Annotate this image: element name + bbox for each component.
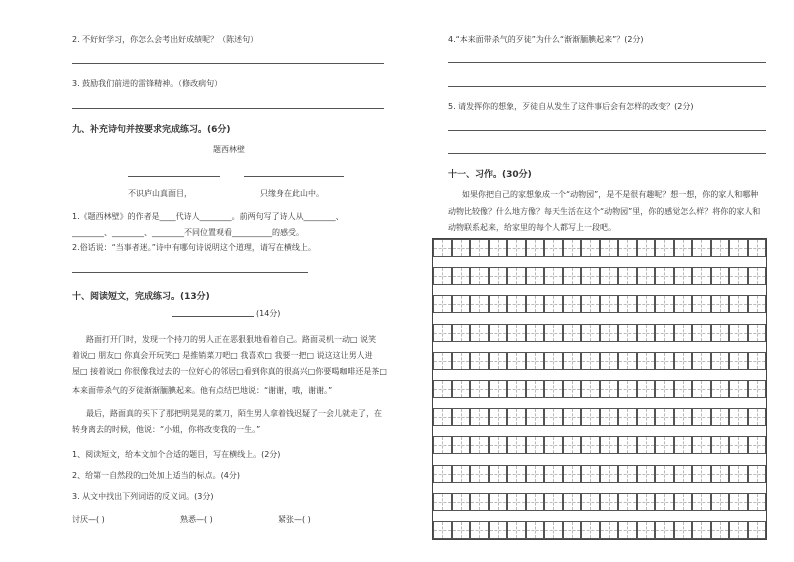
title-blank[interactable]	[172, 316, 254, 317]
grid-cell[interactable]	[637, 324, 656, 342]
question-4: 4.“本来面带杀气的歹徒”为什么“渐渐腼腆起来”？(2分)	[448, 35, 644, 44]
grid-cell[interactable]	[470, 465, 489, 483]
grid-cell[interactable]	[470, 408, 489, 426]
grid-cell[interactable]	[748, 408, 767, 426]
grid-cell[interactable]	[544, 267, 563, 285]
grid-cell[interactable]	[618, 267, 637, 285]
section-9-question-1a: 1.《题西林壁》的作者是____代诗人________。前两句写了诗人从________、	[72, 212, 344, 221]
grid-cell[interactable]	[544, 521, 563, 539]
grid-cell[interactable]	[489, 521, 508, 539]
grid-cell[interactable]	[637, 436, 656, 454]
grid-cell[interactable]	[692, 380, 711, 398]
grid-cell[interactable]	[507, 267, 526, 285]
reading-question-1: 1、阅读短文，给本文加个合适的题目，写在横线上。(2分)	[72, 450, 281, 459]
grid-cell[interactable]	[711, 465, 730, 483]
grid-cell[interactable]	[489, 493, 508, 511]
grid-cell[interactable]	[452, 380, 471, 398]
grid-cell[interactable]	[489, 408, 508, 426]
grid-cell[interactable]	[729, 267, 748, 285]
grid-cell[interactable]	[748, 380, 767, 398]
grid-cell[interactable]	[748, 352, 767, 370]
grid-cell[interactable]	[729, 295, 748, 313]
grid-cell[interactable]	[711, 493, 730, 511]
grid-cell[interactable]	[655, 239, 674, 257]
grid-cell[interactable]	[526, 295, 545, 313]
grid-cell[interactable]	[729, 465, 748, 483]
grid-cell[interactable]	[563, 493, 582, 511]
grid-cell[interactable]	[748, 239, 767, 257]
reading-score: (14分)	[256, 309, 281, 318]
grid-cell[interactable]	[581, 521, 600, 539]
grid-cell[interactable]	[600, 295, 619, 313]
grid-cell[interactable]	[655, 380, 674, 398]
grid-cell[interactable]	[563, 267, 582, 285]
grid-cell[interactable]	[507, 493, 526, 511]
grid-cell[interactable]	[692, 267, 711, 285]
grid-cell[interactable]	[452, 324, 471, 342]
grid-cell[interactable]	[600, 324, 619, 342]
grid-cell[interactable]	[748, 295, 767, 313]
grid-cell[interactable]	[452, 239, 471, 257]
grid-cell[interactable]	[563, 324, 582, 342]
grid-cell[interactable]	[470, 380, 489, 398]
grid-cell[interactable]	[433, 295, 452, 313]
grid-cell[interactable]	[452, 267, 471, 285]
section-9-title: 九、补充诗句并按要求完成练习。(6分)	[72, 125, 231, 135]
grid-cell[interactable]	[433, 380, 452, 398]
grid-cell[interactable]	[526, 352, 545, 370]
grid-cell[interactable]	[655, 493, 674, 511]
grid-cell[interactable]	[711, 295, 730, 313]
grid-cell[interactable]	[637, 267, 656, 285]
grid-cell[interactable]	[433, 436, 452, 454]
grid-cell[interactable]	[507, 324, 526, 342]
antonym-item-2[interactable]: 熟悉—( )	[180, 515, 213, 524]
grid-cell[interactable]	[748, 324, 767, 342]
grid-cell[interactable]	[618, 352, 637, 370]
grid-cell[interactable]	[470, 324, 489, 342]
grid-cell[interactable]	[729, 352, 748, 370]
grid-cell[interactable]	[544, 352, 563, 370]
grid-cell[interactable]	[655, 267, 674, 285]
grid-cell[interactable]	[711, 380, 730, 398]
section-9-question-1b: ________、________、________不同位置观看__________的感受。	[72, 228, 304, 237]
grid-cell[interactable]	[674, 380, 693, 398]
grid-cell[interactable]	[581, 267, 600, 285]
grid-cell[interactable]	[489, 324, 508, 342]
grid-cell[interactable]	[674, 408, 693, 426]
writing-prompt-line-3: 动物联系起来，给家里的每个人都写上一段吧。	[448, 223, 616, 232]
grid-cell[interactable]	[729, 408, 748, 426]
composition-grid[interactable]	[432, 238, 767, 540]
grid-cell[interactable]	[507, 352, 526, 370]
grid-cell[interactable]	[655, 465, 674, 483]
grid-cell[interactable]	[674, 324, 693, 342]
grid-cell[interactable]	[692, 239, 711, 257]
grid-cell[interactable]	[526, 521, 545, 539]
grid-cell[interactable]	[674, 465, 693, 483]
grid-cell[interactable]	[526, 465, 545, 483]
grid-cell[interactable]	[692, 408, 711, 426]
grid-cell[interactable]	[489, 267, 508, 285]
grid-cell[interactable]	[581, 493, 600, 511]
grid-cell[interactable]	[711, 352, 730, 370]
grid-cell[interactable]	[600, 493, 619, 511]
reading-paragraph-2-line-1: 最后，路面真的买下了那把明晃晃的菜刀，陌生男人拿着钱迟疑了一会儿就走了，在	[86, 409, 382, 418]
grid-cell[interactable]	[507, 239, 526, 257]
reading-paragraph-1-line-1: 路面打开门时，发现一个持刀的男人正在恶狠狠地看着自己。路面灵机一动□ 说笑	[86, 335, 377, 344]
grid-cell[interactable]	[470, 521, 489, 539]
grid-cell[interactable]	[544, 493, 563, 511]
grid-cell[interactable]	[729, 324, 748, 342]
grid-cell[interactable]	[748, 493, 767, 511]
grid-cell[interactable]	[618, 465, 637, 483]
grid-cell[interactable]	[507, 408, 526, 426]
grid-cell[interactable]	[711, 408, 730, 426]
grid-cell[interactable]	[470, 267, 489, 285]
poem-title: 题西林壁	[213, 145, 245, 154]
grid-cell[interactable]	[581, 324, 600, 342]
grid-cell[interactable]	[674, 436, 693, 454]
grid-cell[interactable]	[711, 521, 730, 539]
grid-cell[interactable]	[729, 493, 748, 511]
grid-cell[interactable]	[526, 267, 545, 285]
grid-cell[interactable]	[526, 436, 545, 454]
grid-cell[interactable]	[433, 493, 452, 511]
grid-cell[interactable]	[507, 521, 526, 539]
grid-cell[interactable]	[637, 408, 656, 426]
writing-prompt-line-2: 动物比较像？什么地方像？每天生活在这个“动物园”里，你的感觉怎么样？将你的家人和	[448, 207, 761, 216]
grid-cell[interactable]	[729, 521, 748, 539]
grid-cell[interactable]	[655, 408, 674, 426]
grid-cell[interactable]	[600, 352, 619, 370]
grid-cell[interactable]	[692, 436, 711, 454]
grid-cell[interactable]	[674, 493, 693, 511]
grid-cell[interactable]	[692, 521, 711, 539]
grid-cell[interactable]	[618, 380, 637, 398]
grid-cell[interactable]	[581, 239, 600, 257]
grid-cell[interactable]	[600, 465, 619, 483]
grid-cell[interactable]	[655, 352, 674, 370]
grid-cell[interactable]	[692, 324, 711, 342]
grid-cell[interactable]	[452, 493, 471, 511]
grid-cell[interactable]	[470, 352, 489, 370]
grid-cell[interactable]	[637, 295, 656, 313]
grid-cell[interactable]	[433, 239, 452, 257]
grid-cell[interactable]	[674, 267, 693, 285]
grid-cell[interactable]	[581, 352, 600, 370]
grid-cell[interactable]	[544, 380, 563, 398]
grid-cell[interactable]	[600, 521, 619, 539]
grid-cell[interactable]	[433, 408, 452, 426]
grid-cell[interactable]	[692, 352, 711, 370]
grid-cell[interactable]	[600, 239, 619, 257]
grid-cell[interactable]	[637, 380, 656, 398]
grid-cell[interactable]	[563, 239, 582, 257]
grid-cell[interactable]	[433, 465, 452, 483]
grid-cell[interactable]	[507, 465, 526, 483]
writing-prompt-line-1: 如果你把自己的家想象成一个“动物园”，是不是很有趣呢？想一想，你的家人和哪种	[462, 190, 759, 199]
grid-cell[interactable]	[563, 352, 582, 370]
grid-cell[interactable]	[526, 324, 545, 342]
grid-cell[interactable]	[433, 521, 452, 539]
grid-cell[interactable]	[563, 380, 582, 398]
grid-cell[interactable]	[711, 324, 730, 342]
grid-cell[interactable]	[692, 465, 711, 483]
grid-cell[interactable]	[526, 239, 545, 257]
grid-cell[interactable]	[507, 436, 526, 454]
grid-cell[interactable]	[600, 380, 619, 398]
grid-cell[interactable]	[674, 521, 693, 539]
grid-cell[interactable]	[470, 239, 489, 257]
grid-cell[interactable]	[618, 295, 637, 313]
grid-cell[interactable]	[452, 352, 471, 370]
reading-paragraph-1-line-2: 着说□ 朋友□ 你真会开玩笑□ 是推销菜刀吧□ 我喜欢□ 我要一把□ 说这这让男人进	[72, 351, 373, 360]
grid-cell[interactable]	[618, 521, 637, 539]
grid-cell[interactable]	[748, 465, 767, 483]
grid-cell[interactable]	[618, 408, 637, 426]
grid-cell[interactable]	[618, 324, 637, 342]
grid-cell[interactable]	[489, 465, 508, 483]
grid-cell[interactable]	[563, 408, 582, 426]
poem-line-2-blank[interactable]	[244, 176, 344, 177]
grid-cell[interactable]	[655, 436, 674, 454]
grid-cell[interactable]	[452, 521, 471, 539]
grid-cell[interactable]	[637, 521, 656, 539]
answer-line[interactable]	[448, 62, 766, 63]
grid-cell[interactable]	[544, 324, 563, 342]
grid-cell[interactable]	[563, 465, 582, 483]
grid-cell[interactable]	[581, 436, 600, 454]
grid-cell[interactable]	[489, 295, 508, 313]
grid-cell[interactable]	[544, 295, 563, 313]
answer-line[interactable]	[72, 108, 384, 109]
grid-cell[interactable]	[489, 380, 508, 398]
grid-cell[interactable]	[600, 436, 619, 454]
antonym-item-1[interactable]: 讨厌—( )	[72, 515, 105, 524]
grid-cell[interactable]	[711, 239, 730, 257]
grid-cell[interactable]	[581, 465, 600, 483]
grid-cell[interactable]	[563, 295, 582, 313]
grid-cell[interactable]	[526, 408, 545, 426]
grid-cell[interactable]	[637, 239, 656, 257]
grid-cell[interactable]	[544, 436, 563, 454]
section-11-title: 十一、习作。(30分)	[448, 170, 532, 180]
grid-cell[interactable]	[581, 380, 600, 398]
grid-cell[interactable]	[489, 239, 508, 257]
question-3-fix-sentence: 3. 鼓励我们前进的雷锋精神。（修改病句）	[72, 79, 223, 88]
grid-cell[interactable]	[470, 436, 489, 454]
answer-line[interactable]	[72, 272, 308, 273]
grid-cell[interactable]	[526, 493, 545, 511]
reading-question-3: 3. 从文中找出下列词语的反义词。(3分)	[72, 492, 214, 501]
antonym-item-3[interactable]: 紧张—( )	[278, 515, 311, 524]
question-5: 5. 请发挥你的想象，歹徒自从发生了这件事后会有怎样的改变？(2分)	[448, 102, 694, 111]
grid-cell[interactable]	[711, 267, 730, 285]
grid-cell[interactable]	[507, 380, 526, 398]
grid-cell[interactable]	[452, 465, 471, 483]
reading-paragraph-1-line-4: 本来面带杀气的歹徒渐渐腼腆起来。他有点结巴地说：“谢谢，哦，谢谢。”	[72, 386, 333, 395]
grid-cell[interactable]	[637, 493, 656, 511]
question-2-rewrite: 2. 不好好学习，你怎么会考出好成绩呢？（陈述句）	[72, 35, 259, 44]
grid-cell[interactable]	[655, 324, 674, 342]
grid-cell[interactable]	[600, 267, 619, 285]
grid-cell[interactable]	[748, 521, 767, 539]
grid-cell[interactable]	[711, 436, 730, 454]
answer-line[interactable]	[448, 153, 766, 154]
grid-cell[interactable]	[748, 267, 767, 285]
grid-cell[interactable]	[618, 493, 637, 511]
grid-cell[interactable]	[544, 465, 563, 483]
grid-cell[interactable]	[433, 324, 452, 342]
grid-cell[interactable]	[433, 267, 452, 285]
reading-question-2: 2、给第一自然段的□处加上适当的标点。(4分)	[72, 471, 240, 480]
grid-cell[interactable]	[544, 239, 563, 257]
grid-cell[interactable]	[581, 295, 600, 313]
grid-cell[interactable]	[729, 239, 748, 257]
grid-cell[interactable]	[674, 295, 693, 313]
grid-cell[interactable]	[452, 408, 471, 426]
answer-line[interactable]	[72, 63, 384, 64]
poem-line-1-blank[interactable]	[128, 176, 220, 177]
grid-cell[interactable]	[637, 352, 656, 370]
grid-cell[interactable]	[655, 295, 674, 313]
grid-cell[interactable]	[544, 408, 563, 426]
grid-cell[interactable]	[600, 408, 619, 426]
grid-cell[interactable]	[692, 493, 711, 511]
grid-cell[interactable]	[563, 436, 582, 454]
grid-cell[interactable]	[618, 239, 637, 257]
grid-cell[interactable]	[674, 239, 693, 257]
grid-cell[interactable]	[674, 352, 693, 370]
grid-cell[interactable]	[507, 295, 526, 313]
answer-line[interactable]	[448, 86, 766, 87]
grid-cell[interactable]	[581, 408, 600, 426]
grid-cell[interactable]	[470, 493, 489, 511]
answer-line[interactable]	[448, 130, 766, 131]
grid-cell[interactable]	[637, 465, 656, 483]
grid-cell[interactable]	[452, 295, 471, 313]
poem-line-3: 不识庐山真面目，	[128, 189, 192, 198]
reading-paragraph-2-line-2: 转身离去的时候，他说：“小姐，你将改变我的一生。”	[72, 425, 261, 434]
grid-cell[interactable]	[526, 380, 545, 398]
section-10-title: 十、阅读短文，完成练习。(13分)	[72, 292, 210, 302]
poem-line-4: 只缘身在此山中。	[260, 189, 324, 198]
grid-cell[interactable]	[618, 436, 637, 454]
grid-cell[interactable]	[489, 352, 508, 370]
grid-cell[interactable]	[748, 436, 767, 454]
grid-cell[interactable]	[729, 380, 748, 398]
reading-paragraph-1-line-3: 屋□ 接着说□ 你很像我过去的一位好心的邻居□看到你真的很高兴□你要喝咖啡还是茶□	[72, 367, 387, 376]
grid-cell[interactable]	[489, 436, 508, 454]
grid-cell[interactable]	[452, 436, 471, 454]
grid-cell[interactable]	[433, 352, 452, 370]
grid-cell[interactable]	[563, 521, 582, 539]
grid-cell[interactable]	[692, 295, 711, 313]
section-9-question-2: 2.俗话说：“当事者迷。”诗中有哪句诗说明这个道理，请写在横线上。	[72, 243, 316, 252]
grid-cell[interactable]	[655, 521, 674, 539]
grid-cell[interactable]	[729, 436, 748, 454]
grid-cell[interactable]	[470, 295, 489, 313]
